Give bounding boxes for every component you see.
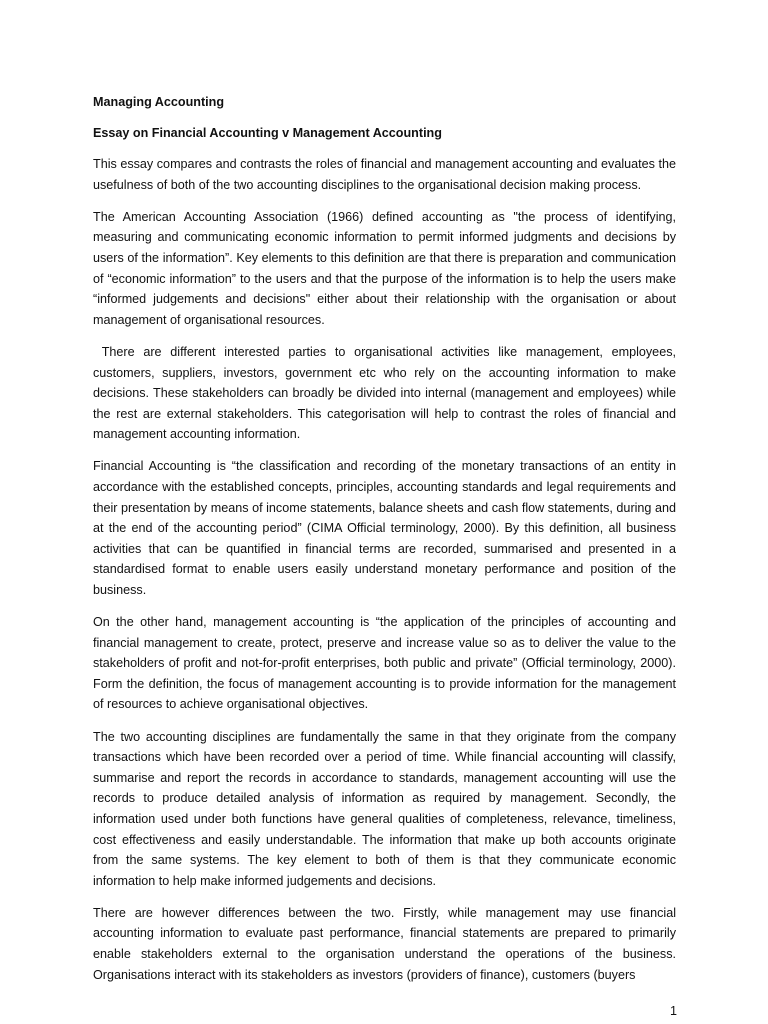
document-body xyxy=(93,92,676,997)
paragraph-differences: There are however differences between the two. Firstly, while management may use financial accounting information to evaluate past performance, financial statements are prepared to primarily enable stakeholders external to the organisation understand the operations of the business. Organisations interact with its stakeholders as investors (providers of finance), customers (buyers xyxy=(93,905,676,982)
document-title: Managing Accounting xyxy=(93,95,225,109)
paragraph-aaa-definition: The American Accounting Association (1966) defined accounting as "the process of identifying, measuring and communicating economic information to permit informed judgments and decisions by users of the information”. Key elements to this definition are that there is preparation and communication of “economic information” to the users and that the purpose of the information is to help the users make “informed judgements and decisions" either about their relationship with the organisation or about management of organisational resources. xyxy=(93,209,676,327)
paragraph-stakeholders: There are different interested parties to organisational activities like management, employees, customers, suppliers, investors, government etc who rely on the accounting information to make decisions. These stakeholders can broadly be divided into internal (management and employees) while the rest are external stakeholders. This categorisation will help to contrast the roles of financial and management accounting information. xyxy=(93,344,676,442)
paragraph-intro: This essay compares and contrasts the roles of financial and management accounting and evaluates the usefulness of both of the two accounting disciplines to the organisational decision making process. xyxy=(93,157,676,192)
paragraph-management-accounting: On the other hand, management accounting is “the application of the principles of accounting and financial management to create, protect, preserve and increase value so as to deliver the value to the stakeholders of profit and not-for-profit enterprises, both public and private” (Official terminology, 2000). Form the definition, the focus of management accounting is to provide information for the management of resources to achieve organisational objectives. xyxy=(93,615,676,712)
paragraph-similarities: The two accounting disciplines are fundamentally the same in that they originate from the company transactions which have been recorded over a period of time. While financial accounting will classify, summarise and report the records in accordance to standards, management accounting will use the records to produce detailed analysis of information as required by management. Secondly, the information used under both functions have general qualities of completeness, relevance, timeliness, cost effectiveness and easily understandable. The information that make up both accounts originate from the same systems. The key element to both of them is that they communicate economic information to help make informed judgements and decisions. xyxy=(93,729,676,888)
page-number: 1 xyxy=(669,1004,677,1018)
paragraph-financial-accounting: Financial Accounting is “the classification and recording of the monetary transactions of an entity in accordance with the established concepts, principles, accounting standards and legal requirements and their presentation by means of income statements, balance sheets and cash flow statements, during and at the end of the accounting period” (CIMA Official terminology, 2000). By this definition, all business activities that can be quantified in financial terms are recorded, summarised and presented in a standardised format to enable users easily understand monetary performance and position of the business. xyxy=(93,459,676,597)
essay-title: Essay on Financial Accounting v Management Accounting xyxy=(93,125,442,140)
